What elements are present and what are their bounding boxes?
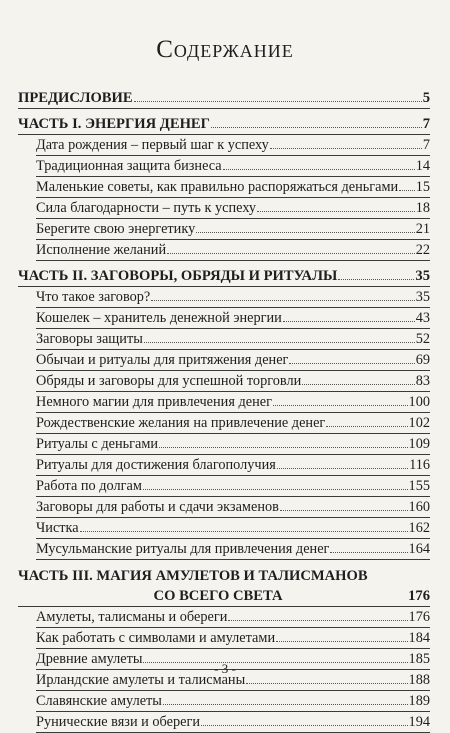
toc-page-number: 162	[408, 520, 430, 536]
toc-page-number: 194	[408, 714, 430, 730]
toc-dot-leader	[246, 683, 407, 684]
table-of-contents	[18, 88, 430, 733]
toc-dot-leader	[211, 127, 422, 128]
toc-entry-title: ЧАСТЬ II. ЗАГОВОРЫ, ОБРЯДЫ И РИТУАЛЫ	[18, 268, 338, 284]
toc-entry-title: Ритуалы с деньгами	[36, 436, 159, 452]
toc-page-number: 102	[408, 415, 430, 431]
toc-dot-leader	[326, 426, 407, 427]
toc-part-3-heading	[18, 566, 430, 607]
toc-part-row	[18, 88, 430, 109]
toc-dot-leader	[330, 552, 407, 553]
toc-entry-title: Амулеты, талисманы и обереги	[36, 609, 228, 625]
toc-entry-title: Заговоры защиты	[36, 331, 143, 347]
toc-page-number: 155	[408, 478, 430, 494]
toc-entry-row	[36, 371, 430, 392]
toc-entry-title: Исполнение желаний	[36, 242, 167, 258]
toc-part-row	[18, 266, 430, 287]
toc-dot-leader	[289, 363, 414, 364]
toc-dot-leader	[399, 190, 414, 191]
toc-entry-row	[36, 518, 430, 539]
toc-entry-title: Работа по долгам	[36, 478, 142, 494]
toc-entry-title: Берегите свою энергетику	[36, 221, 196, 237]
toc-part-row	[18, 114, 430, 135]
toc-entry-title: Маленькие советы, как правильно распоряжаться деньгами	[36, 179, 399, 195]
toc-entry-row	[36, 156, 430, 177]
toc-entry-row	[36, 219, 430, 240]
toc-entry-row	[36, 628, 430, 649]
toc-entry-row	[36, 135, 430, 156]
toc-page-number: 7	[422, 137, 430, 153]
toc-entry-title: Рунические вязи и обереги	[36, 714, 200, 730]
toc-entry-row	[36, 177, 430, 198]
toc-entry-row	[36, 308, 430, 329]
toc-page-number: 15	[415, 179, 430, 195]
toc-page-number: 22	[415, 242, 430, 258]
toc-entry-title: Ирландские амулеты и талисманы	[36, 672, 246, 688]
toc-entry-row	[36, 691, 430, 712]
part-3-title-line-2: СО ВСЕГО СВЕТА	[153, 588, 283, 604]
toc-entry-row	[36, 329, 430, 350]
toc-entry-title: Немного магии для привлечения денег	[36, 394, 272, 410]
toc-entry-title: Заговоры для работы и сдачи экзаменов	[36, 499, 279, 515]
toc-page-number: 14	[415, 158, 430, 174]
toc-page-number: 184	[408, 630, 430, 646]
toc-dot-leader	[270, 148, 422, 149]
toc-entry-row	[36, 413, 430, 434]
toc-page-number: 52	[415, 331, 430, 347]
toc-entry-title: Обряды и заговоры для успешной торговли	[36, 373, 302, 389]
page-title: Содержание	[156, 36, 294, 63]
toc-dot-leader	[80, 531, 408, 532]
toc-dot-leader	[257, 211, 415, 212]
toc-entry-row	[36, 392, 430, 413]
toc-entry-row	[36, 476, 430, 497]
toc-dot-leader	[283, 321, 415, 322]
toc-page-number: 35	[415, 289, 430, 305]
toc-dot-leader	[223, 169, 415, 170]
toc-dot-leader	[276, 641, 407, 642]
toc-dot-leader	[228, 620, 407, 621]
toc-page-number: 185	[408, 651, 430, 667]
toc-page-number: 18	[415, 200, 430, 216]
toc-entry-title: ЧАСТЬ I. ЭНЕРГИЯ ДЕНЕГ	[18, 116, 210, 132]
toc-entry-title: ПРЕДИСЛОВИЕ	[18, 90, 133, 106]
part-3-title-row	[18, 586, 430, 607]
toc-dot-leader	[273, 405, 408, 406]
toc-dot-leader	[196, 232, 414, 233]
toc-entry-title: Обычаи и ритуалы для притяжения денег	[36, 352, 289, 368]
toc-page-number: 21	[415, 221, 430, 237]
toc-page-number: 116	[409, 457, 430, 473]
toc-page-number: 69	[415, 352, 430, 368]
toc-dot-leader	[280, 510, 408, 511]
toc-page-number: 7	[422, 116, 430, 132]
toc-entry-row	[36, 350, 430, 371]
toc-page-number: 164	[408, 541, 430, 557]
toc-main-list	[18, 88, 430, 560]
toc-dot-leader	[338, 279, 414, 280]
toc-dot-leader	[134, 101, 422, 102]
toc-dot-leader	[144, 342, 415, 343]
toc-entry-row	[36, 287, 430, 308]
part-3-title-line-1: ЧАСТЬ III. МАГИЯ АМУЛЕТОВ И ТАЛИСМАНОВ	[18, 568, 368, 584]
toc-page-number: 176	[408, 609, 430, 625]
toc-entry-title: Рождественские желания на привлечение денег	[36, 415, 326, 431]
toc-entry-row	[36, 607, 430, 628]
toc-entry-title: Сила благодарности – путь к успеху	[36, 200, 257, 216]
toc-page-number: 35	[415, 268, 430, 284]
toc-entry-row	[36, 712, 430, 733]
toc-entry-row	[36, 434, 430, 455]
toc-entry-title: Кошелек – хранитель денежной энергии	[36, 310, 282, 326]
toc-entry-title: Древние амулеты	[36, 651, 143, 667]
toc-page-number: 109	[408, 436, 430, 452]
toc-page-number: 189	[408, 693, 430, 709]
toc-entry-row	[36, 539, 430, 560]
toc-entry-row	[36, 497, 430, 518]
toc-dot-leader	[159, 447, 408, 448]
toc-entry-title: Ритуалы для достижения благополучия	[36, 457, 276, 473]
toc-dot-leader	[201, 725, 408, 726]
toc-dot-leader	[167, 253, 415, 254]
toc-dot-leader	[277, 468, 408, 469]
toc-page-number: 160	[408, 499, 430, 515]
toc-page-number: 43	[415, 310, 430, 326]
toc-entry-title: Дата рождения – первый шаг к успеху	[36, 137, 269, 153]
toc-page-number: 83	[415, 373, 430, 389]
toc-page-number: 100	[408, 394, 430, 410]
toc-dot-leader	[151, 300, 414, 301]
toc-page-number: 5	[422, 90, 430, 106]
toc-entry-row	[36, 455, 430, 476]
part-3-page-number: 176	[408, 588, 430, 604]
toc-dot-leader	[302, 384, 414, 385]
page-number-footer: - 3 -	[214, 661, 236, 676]
toc-entry-title: Традиционная защита бизнеса	[36, 158, 222, 174]
toc-entry-title: Чистка	[36, 520, 79, 536]
toc-entry-title: Что такое заговор?	[36, 289, 151, 305]
toc-page-number: 188	[408, 672, 430, 688]
toc-entry-title: Мусульманские ритуалы для привлечения денег	[36, 541, 330, 557]
toc-entry-title: Как работать с символами и амулетами	[36, 630, 276, 646]
toc-dot-leader	[143, 489, 408, 490]
toc-dot-leader	[163, 704, 408, 705]
toc-entry-title: Славянские амулеты	[36, 693, 162, 709]
toc-entry-row	[36, 198, 430, 219]
toc-entry-row	[36, 240, 430, 261]
